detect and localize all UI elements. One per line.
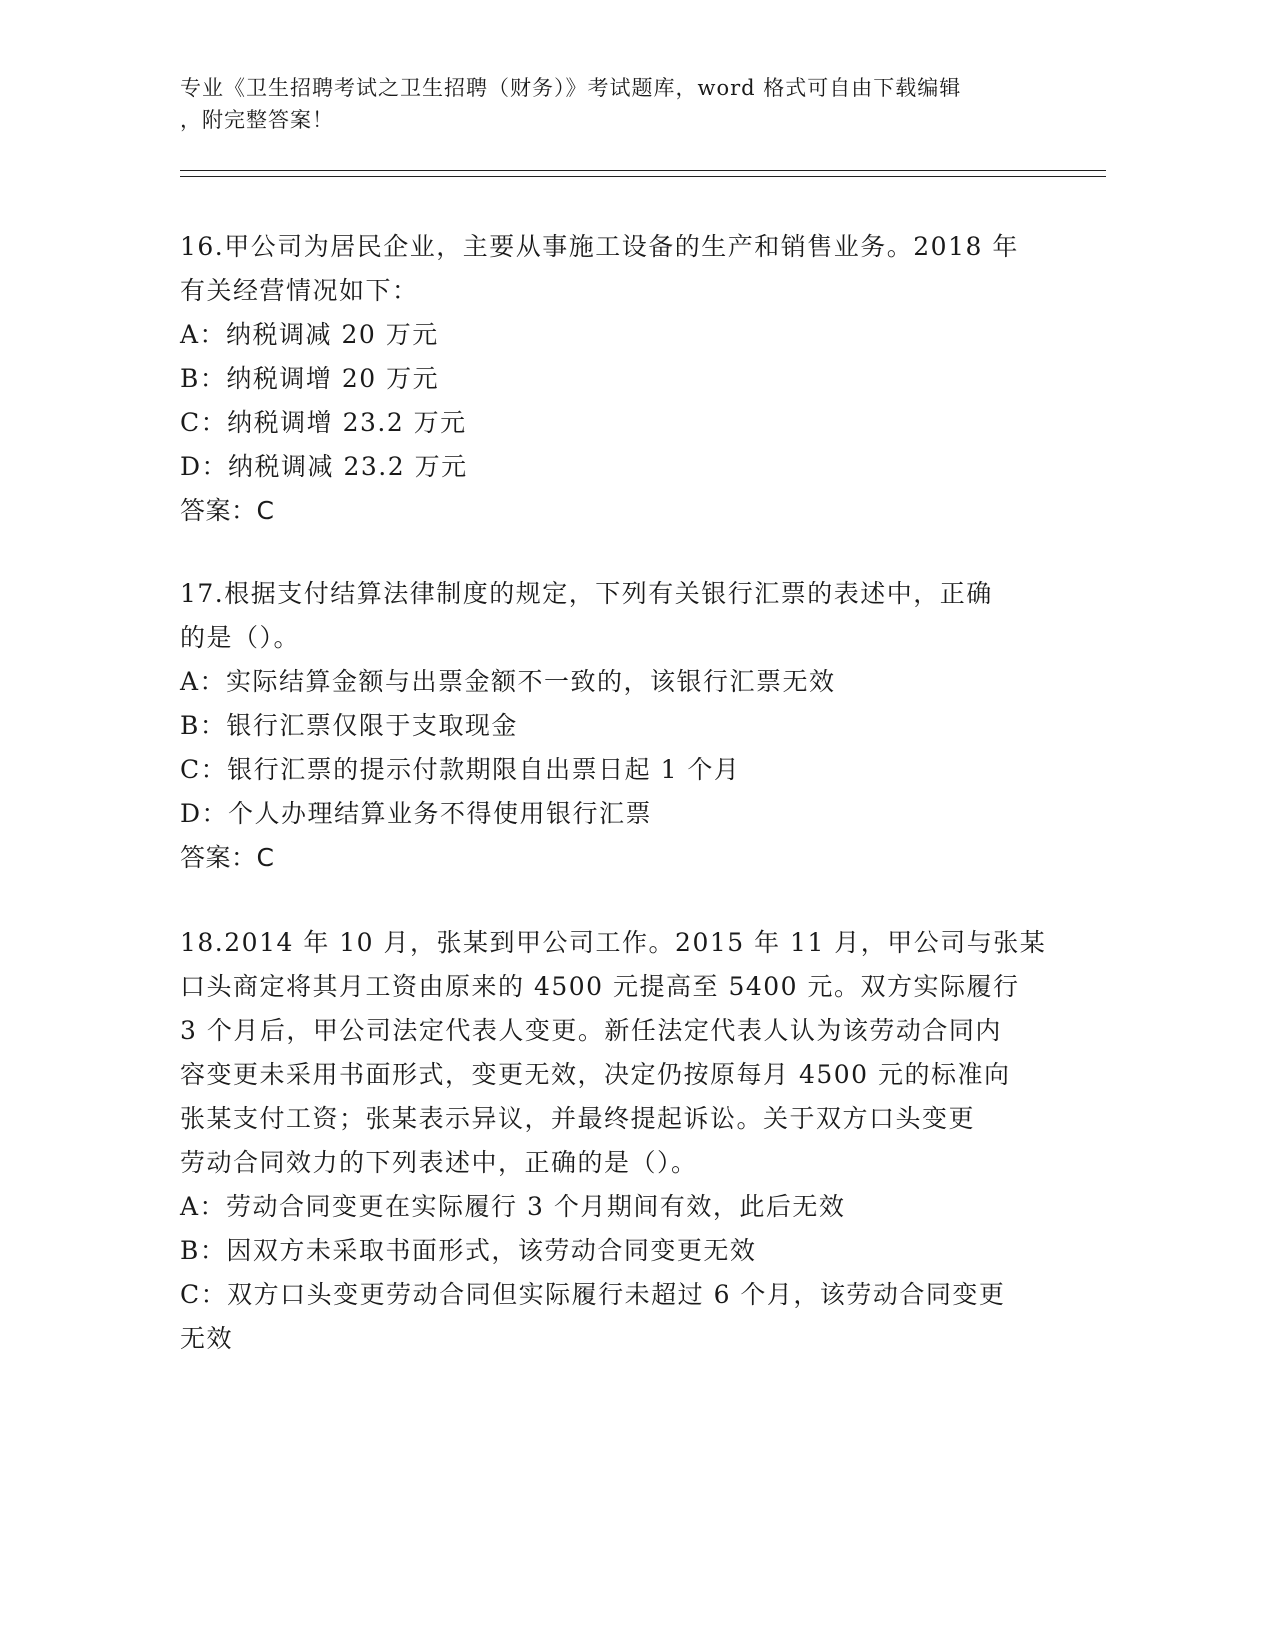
question-text-line: 容变更未采用书面形式，变更无效，决定仍按原每月 4500 元的标准向 bbox=[180, 1060, 1011, 1089]
answer: 答案：C bbox=[180, 843, 275, 872]
header-line-2: ，附完整答案！ bbox=[180, 108, 334, 132]
option-c: C：银行汇票的提示付款期限自出票日起 1 个月 bbox=[180, 755, 741, 784]
question-text-line: 18.2014 年 10 月，张某到甲公司工作。2015 年 11 月，甲公司与张某 bbox=[180, 928, 1047, 957]
option-c-continued: 无效 bbox=[180, 1324, 234, 1353]
question-text-line: 张某支付工资；张某表示异议，并最终提起诉讼。关于双方口头变更 bbox=[180, 1104, 976, 1133]
question-text-line: 16.甲公司为居民企业，主要从事施工设备的生产和销售业务。2018 年 bbox=[180, 232, 1019, 261]
option-a: A：纳税调减 20 万元 bbox=[180, 320, 439, 349]
option-d: D：纳税调减 23.2 万元 bbox=[180, 452, 468, 481]
question-16 bbox=[180, 225, 1060, 533]
question-text-line: 的是（）。 bbox=[180, 623, 301, 652]
question-text-line: 口头商定将其月工资由原来的 4500 元提高至 5400 元。双方实际履行 bbox=[180, 972, 1020, 1001]
option-b: B：因双方未采取书面形式，该劳动合同变更无效 bbox=[180, 1236, 757, 1265]
question-text-line: 劳动合同效力的下列表述中，正确的是（）。 bbox=[180, 1148, 698, 1177]
question-text-line: 有关经营情况如下： bbox=[180, 276, 419, 305]
document-header bbox=[180, 72, 1060, 136]
question-text-line: 17.根据支付结算法律制度的规定，下列有关银行汇票的表述中，正确 bbox=[180, 579, 993, 608]
question-18 bbox=[180, 921, 1060, 1361]
option-b: B：银行汇票仅限于支取现金 bbox=[180, 711, 518, 740]
option-a: A：劳动合同变更在实际履行 3 个月期间有效，此后无效 bbox=[180, 1192, 846, 1221]
header-line-1: 专业《卫生招聘考试之卫生招聘（财务）》考试题库，word 格式可自由下载编辑 bbox=[180, 76, 962, 100]
question-17 bbox=[180, 572, 1060, 880]
option-d: D：个人办理结算业务不得使用银行汇票 bbox=[180, 799, 653, 828]
answer: 答案：C bbox=[180, 496, 275, 525]
option-a: A：实际结算金额与出票金额不一致的，该银行汇票无效 bbox=[180, 667, 836, 696]
option-c: C：双方口头变更劳动合同但实际履行未超过 6 个月，该劳动合同变更 bbox=[180, 1280, 1006, 1309]
header-divider-bottom bbox=[180, 176, 1106, 177]
question-text-line: 3 个月后，甲公司法定代表人变更。新任法定代表人认为该劳动合同内 bbox=[180, 1016, 1002, 1045]
option-b: B：纳税调增 20 万元 bbox=[180, 364, 440, 393]
header-divider-top bbox=[180, 170, 1106, 171]
option-c: C：纳税调增 23.2 万元 bbox=[180, 408, 467, 437]
